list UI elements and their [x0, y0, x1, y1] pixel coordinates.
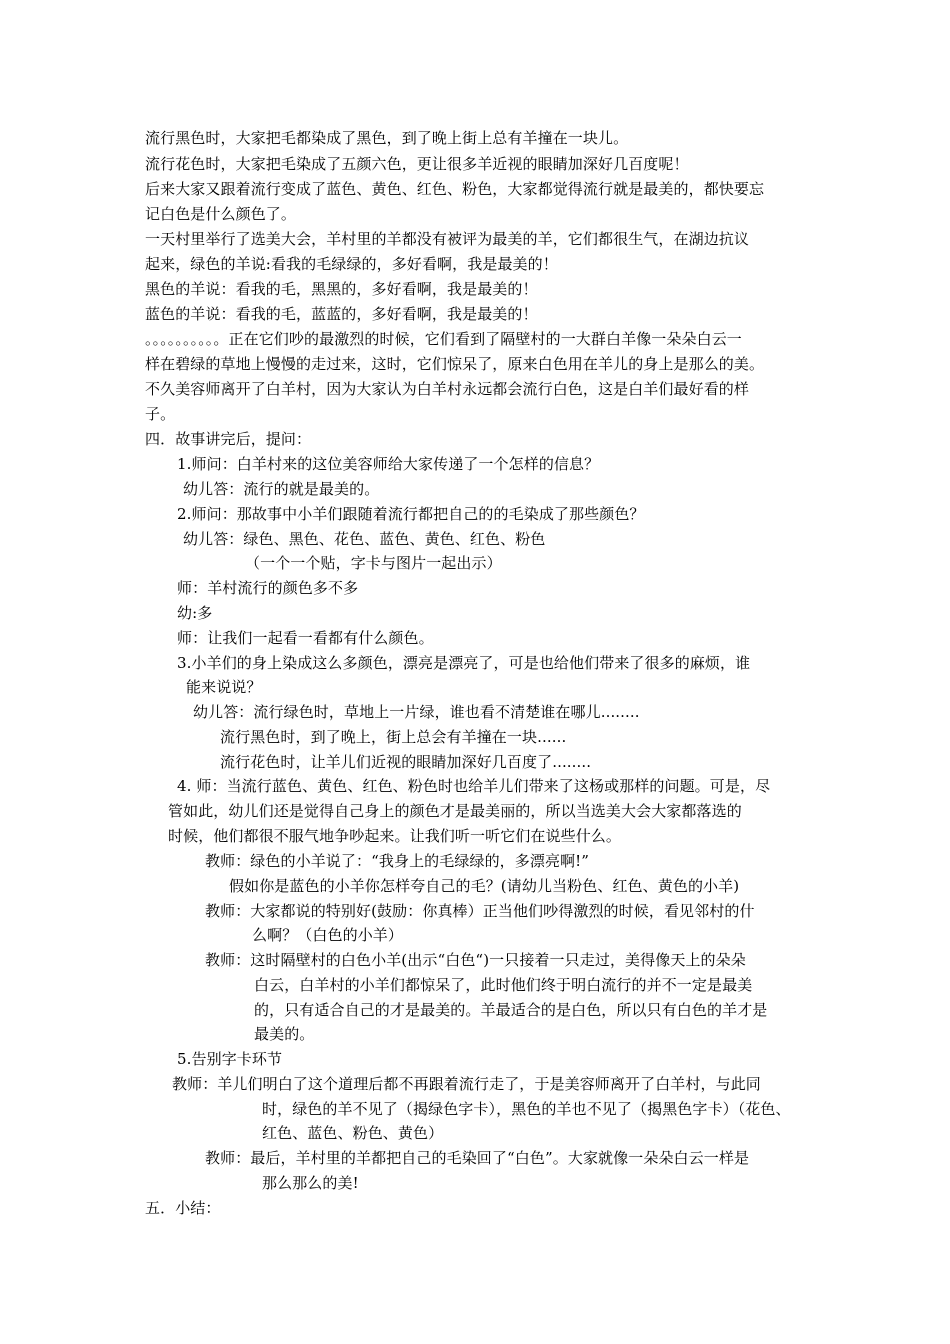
question-3: 3.小羊们的身上染成这么多颜色，漂亮是漂亮了，可是也给他们带来了很多的麻烦，谁	[177, 654, 751, 672]
question-2: 2.师问：那故事中小羊们跟随着流行都把自己的的毛染成了那些颜色？	[177, 505, 645, 523]
teacher-line-cont: 假如你是蓝色的小羊你怎样夸自己的毛？(请幼儿当粉色、红色、黄色的小羊)	[229, 877, 740, 895]
answer-3-cont: 流行花色时，让羊儿们近视的眼睛加深好几百度了........	[220, 753, 592, 771]
question-4: 4. 师：当流行蓝色、黄色、红色、粉色时也给羊儿们带来了这杨或那样的问题。可是，尽	[177, 777, 771, 795]
question-4-cont: 管如此，幼儿们还是觉得自己身上的颜色才是最美丽的，所以当选美大会大家都落选的	[168, 802, 742, 820]
question-1: 1.师问：白羊村来的这位美容师给大家传递了一个怎样的信息？	[177, 455, 600, 473]
teacher-line: 师：羊村流行的颜色多不多	[177, 579, 359, 597]
teacher-line: 教师：这时隔壁村的白色小羊(出示“白色“)一只接着一只走过，美得像天上的朵朵	[205, 951, 746, 969]
teacher-line-cont: 最美的。	[254, 1025, 315, 1043]
story-line: 一天村里举行了选美大会，羊村里的羊都没有被评为最美的羊，它们都很生气，在湖边抗议	[145, 230, 750, 248]
story-line: 流行花色时，大家把毛染成了五颜六色，更让很多羊近视的眼睛加深好几百度呢！	[145, 155, 689, 173]
answer-3-cont: 流行黑色时，到了晚上，街上总会有羊撞在一块......	[220, 728, 567, 746]
teacher-line-cont: 那么那么的美!	[262, 1174, 359, 1192]
story-line: 样在碧绿的草地上慢慢的走过来，这时，它们惊呆了，原来白色用在羊儿的身上是那么的美。	[145, 355, 765, 373]
story-line: 。。。。。。。。。。正在它们吵的最激烈的时候，它们看到了隔壁村的一大群白羊像一朵朵白云一	[145, 330, 742, 348]
answer-2-note: （一个一个贴，字卡与图片一起出示）	[245, 554, 502, 572]
teacher-line: 教师：最后，羊村里的羊都把自己的毛染回了“白色”。大家就像一朵朵白云一样是	[205, 1149, 750, 1167]
teacher-line-cont: 么啊？（白色的小羊）	[252, 926, 404, 944]
teacher-line: 教师：大家都说的特别好(鼓励：你真棒）正当他们吵得激烈的时候，看见邻村的什	[205, 902, 755, 920]
story-line: 流行黑色时，大家把毛都染成了黑色，到了晚上街上总有羊撞在一块儿。	[145, 129, 629, 147]
teacher-line-cont: 的，只有适合自己的才是最美的。羊最适合的是白色，所以只有白色的羊才是	[254, 1001, 768, 1019]
teacher-line: 师：让我们一起看一看都有什么颜色。	[177, 629, 434, 647]
story-line: 起来，绿色的羊说:看我的毛绿绿的，多好看啊，我是最美的！	[145, 255, 558, 273]
teacher-line-cont: 时，绿色的羊不见了（揭绿色字卡），黑色的羊也不见了（揭黑色字卡）（花色、	[262, 1100, 791, 1118]
question-3-cont: 能来说说？	[186, 678, 262, 696]
story-line: 不久美容师离开了白羊村，因为大家认为白羊村永远都会流行白色，这是白羊们最好看的样	[145, 380, 750, 398]
story-line: 黑色的羊说：看我的毛，黑黑的，多好看啊，我是最美的！	[145, 280, 538, 298]
section-4-heading: 四．故事讲完后，提问：	[145, 430, 312, 448]
question-4-cont: 时候，他们都很不服气地争吵起来。让我们听一听它们在说些什么。	[168, 827, 622, 845]
step-5-heading: 5.告别字卡环节	[177, 1050, 283, 1068]
answer-1: 幼儿答：流行的就是最美的。	[183, 480, 380, 498]
child-line: 幼:多	[177, 604, 213, 622]
teacher-line-cont: 白云，白羊村的小羊们都惊呆了，此时他们终于明白流行的并不一定是最美	[254, 976, 753, 994]
story-line: 蓝色的羊说：看我的毛，蓝蓝的，多好看啊，我是最美的！	[145, 305, 538, 323]
section-5-heading: 五．小结：	[145, 1199, 221, 1217]
story-line: 记白色是什么颜色了。	[145, 205, 297, 223]
answer-2: 幼儿答：绿色、黑色、花色、蓝色、黄色、红色、粉色	[183, 530, 546, 548]
story-line: 后来大家又跟着流行变成了蓝色、黄色、红色、粉色，大家都觉得流行就是最美的，都快要忘	[145, 180, 765, 198]
story-line: 子。	[145, 405, 176, 423]
answer-3: 幼儿答：流行绿色时，草地上一片绿，谁也看不清楚谁在哪儿........	[193, 703, 640, 721]
teacher-line-cont: 红色、蓝色、粉色、黄色）	[262, 1124, 444, 1142]
teacher-line: 教师：绿色的小羊说了：“我身上的毛绿绿的，多漂亮啊!”	[205, 852, 590, 870]
teacher-line: 教师：羊儿们明白了这个道理后都不再跟着流行走了，于是美容师离开了白羊村，与此同	[172, 1075, 761, 1093]
